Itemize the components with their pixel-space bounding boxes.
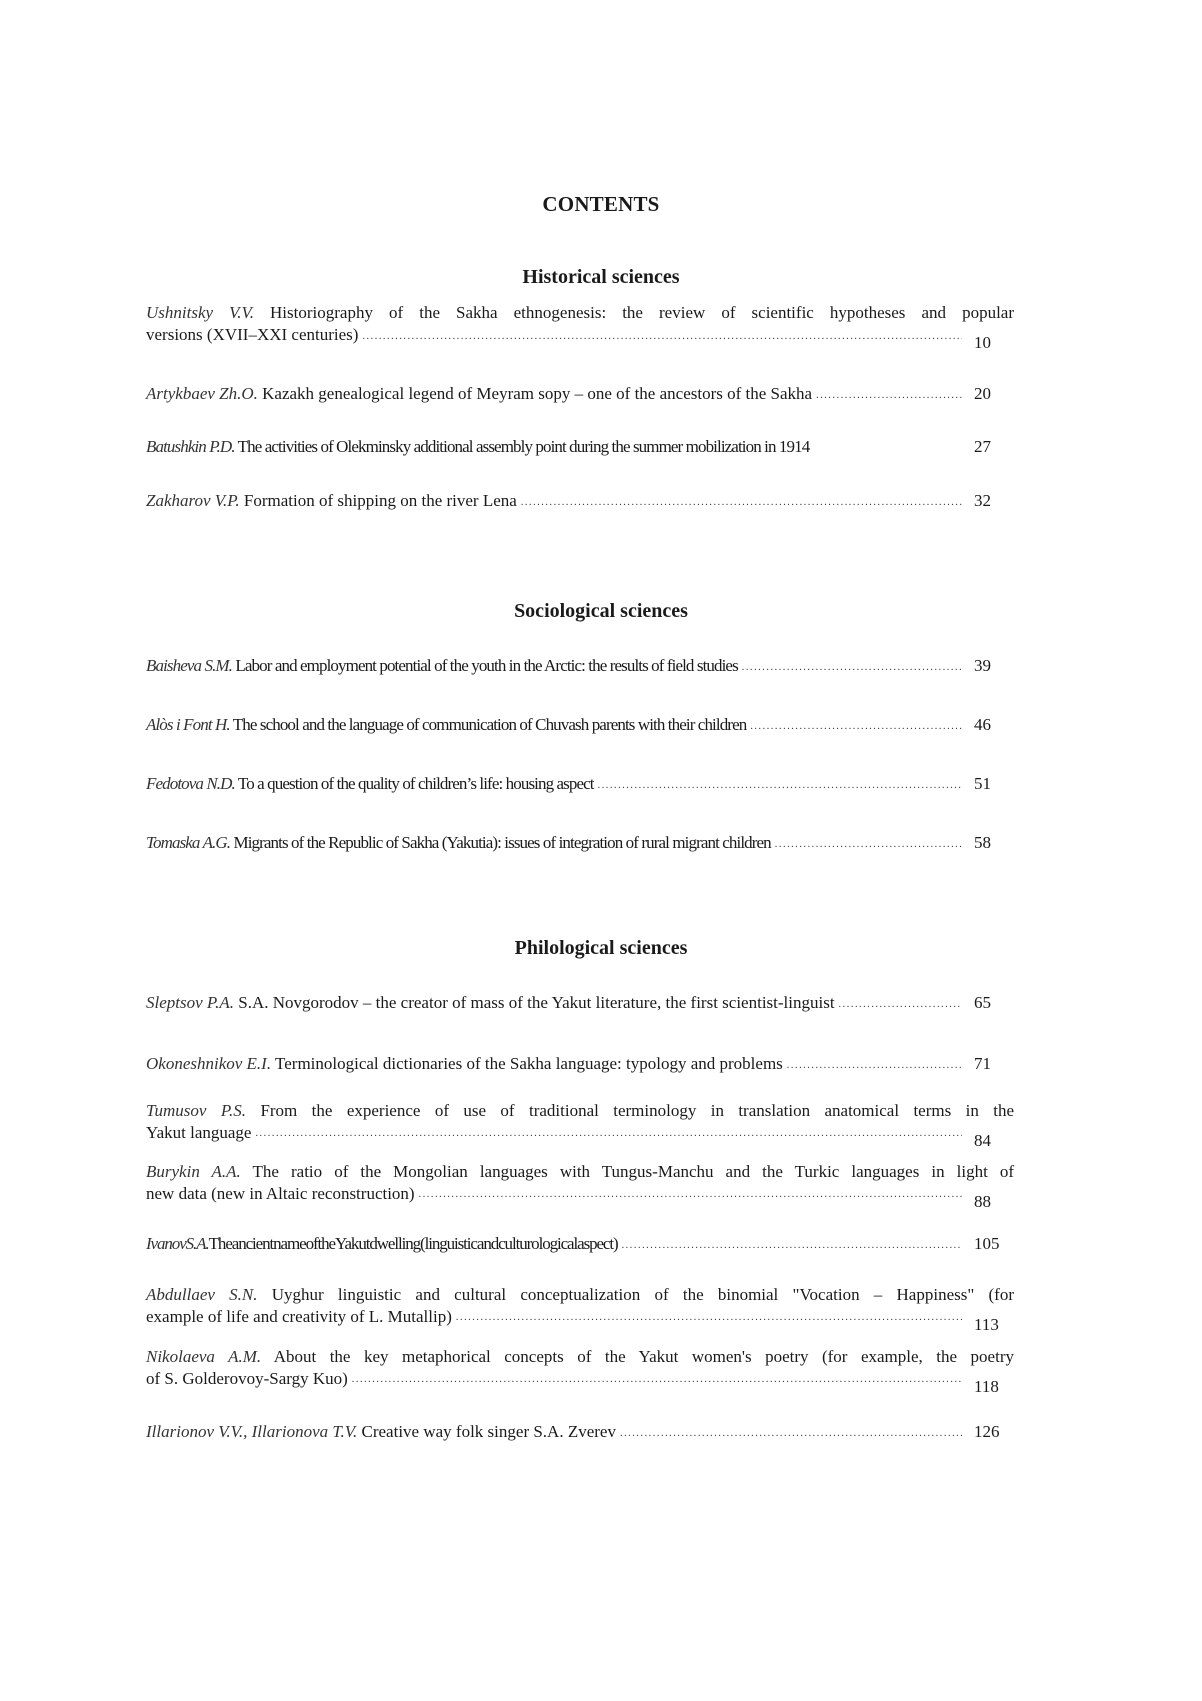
toc-entry[interactable] xyxy=(146,655,1014,677)
entry-author: Baisheva S.M. xyxy=(146,656,233,675)
entry-title-continued: Yakut language xyxy=(146,1123,252,1142)
entry-page-number: 113 xyxy=(974,1315,999,1334)
entry-first-line xyxy=(146,1347,1014,1367)
entry-author: Burykin A.A. xyxy=(146,1162,241,1181)
dot-leader xyxy=(775,832,962,854)
entry-title-continued: versions (XVII–XXI centuries) xyxy=(146,325,359,344)
dot-leader xyxy=(742,655,962,677)
entry-title-continued: new data (new in Altaic reconstruction) xyxy=(146,1184,415,1203)
entry-title: Formation of shipping on the river Lena xyxy=(243,491,517,510)
entry-title-continued: example of life and creativity of L. Mutallip) xyxy=(146,1307,452,1326)
entry-title: The school and the language of communication of Chuvash parents with their children xyxy=(232,715,747,734)
entry-title: TheancientnameoftheYakutdwelling(linguisticandculturologicalaspect) xyxy=(208,1234,618,1253)
entry-first-line xyxy=(146,1285,1014,1305)
toc-entry[interactable] xyxy=(146,773,1014,795)
dot-leader xyxy=(362,324,962,346)
entry-page-number: 88 xyxy=(974,1192,991,1211)
entry-page-number: 51 xyxy=(974,774,991,793)
entry-author: Fedotova N.D. xyxy=(146,774,235,793)
dot-leader xyxy=(598,773,962,795)
toc-entry[interactable] xyxy=(146,1053,1014,1075)
entry-author: Tomaska A.G. xyxy=(146,833,231,852)
entry-title: From the experience of use of traditional terminology in translation anatomical terms in the xyxy=(260,1101,1014,1120)
dot-leader xyxy=(750,714,962,736)
section-heading-philological: Philological sciences xyxy=(514,937,688,959)
section-heading-historical: Historical sciences xyxy=(522,266,680,288)
entry-page-number: 32 xyxy=(974,491,991,510)
entry-author: Abdullaev S.N. xyxy=(146,1285,258,1304)
toc-entry[interactable] xyxy=(146,1162,1014,1211)
dot-leader xyxy=(255,1121,962,1143)
toc-entry[interactable] xyxy=(146,992,1014,1014)
entry-author: Artykbaev Zh.O. xyxy=(146,384,258,403)
entry-author: Batushkin P.D. xyxy=(146,437,235,456)
entry-page-number: 46 xyxy=(974,715,991,734)
toc-entry[interactable] xyxy=(146,714,1014,736)
toc-entry[interactable] xyxy=(146,1285,1015,1334)
entry-author: Tumusov P.S. xyxy=(146,1101,247,1120)
dot-leader xyxy=(521,490,962,512)
section-heading-sociological: Sociological sciences xyxy=(514,600,688,622)
dot-leader xyxy=(620,1421,962,1443)
entry-title: The activities of Olekminsky additional assembly point during the summer mobilization in 1914 xyxy=(237,437,810,456)
entry-title: Uyghur linguistic and cultural conceptualization of the binomial "Vocation – Happiness" (for xyxy=(271,1285,1015,1304)
entry-author: Nikolaeva A.M. xyxy=(146,1347,262,1366)
entry-title: About the key metaphorical concepts of the Yakut women's poetry (for example, the poetry xyxy=(273,1347,1014,1366)
dot-leader xyxy=(456,1305,962,1327)
entry-author: Sleptsov P.A. xyxy=(146,993,234,1012)
toc-entry[interactable] xyxy=(146,1101,1014,1150)
entry-title-continued: of S. Golderovoy-Sargy Kuo) xyxy=(146,1369,348,1388)
entry-page-number: 58 xyxy=(974,833,991,852)
entry-title: Kazakh genealogical legend of Meyram sopy – one of the ancestors of the Sakha xyxy=(262,384,813,403)
dot-leader xyxy=(816,383,962,405)
entry-author: IvanovS.A. xyxy=(146,1234,209,1253)
entry-author: Illarionov V.V., Illarionova T.V. xyxy=(146,1422,358,1441)
toc-entry[interactable] xyxy=(146,490,1014,512)
page-title: CONTENTS xyxy=(542,192,660,216)
entry-title: To a question of the quality of children’s life: housing aspect xyxy=(237,774,594,793)
dot-leader xyxy=(352,1367,962,1389)
toc-entry[interactable] xyxy=(146,832,1014,854)
dot-leader xyxy=(419,1182,962,1204)
entry-page-number: 39 xyxy=(974,656,991,675)
entry-page-number: 105 xyxy=(974,1234,1000,1253)
entry-first-line xyxy=(146,1162,1014,1182)
entry-title: Terminological dictionaries of the Sakha language: typology and problems xyxy=(275,1054,783,1073)
toc-entry[interactable] xyxy=(146,1347,1014,1396)
entry-title: The ratio of the Mongolian languages with Tungus-Manchu and the Turkic languages in light of xyxy=(252,1162,1014,1181)
entry-author: Okoneshnikov E.I. xyxy=(146,1054,272,1073)
toc-entry[interactable] xyxy=(146,1233,1014,1255)
dot-leader xyxy=(839,992,962,1014)
entry-title: S.A. Novgorodov – the creator of mass of the Yakut literature, the first scientist-linguist xyxy=(238,993,835,1012)
toc-entry[interactable] xyxy=(146,383,1014,405)
entry-title: Labor and employment potential of the youth in the Arctic: the results of field studies xyxy=(235,656,738,675)
entry-title: Historiography of the Sakha ethnogenesis: the review of scientific hypotheses and popular xyxy=(270,303,1014,322)
entry-page-number: 10 xyxy=(974,333,991,352)
entry-page-number: 27 xyxy=(974,437,991,456)
entry-page-number: 20 xyxy=(974,384,991,403)
entry-page-number: 71 xyxy=(974,1054,991,1073)
entry-first-line xyxy=(146,302,1014,324)
entry-title: Creative way folk singer S.A. Zverev xyxy=(361,1422,616,1441)
entry-page-number: 84 xyxy=(974,1131,991,1150)
entry-first-line xyxy=(146,1101,1014,1121)
toc-entry[interactable] xyxy=(146,1421,1014,1443)
entry-title: Migrants of the Republic of Sakha (Yakutia): issues of integration of rural migrant children xyxy=(233,833,771,852)
toc-entry[interactable] xyxy=(146,302,1014,352)
toc-entry[interactable] xyxy=(146,436,1014,458)
entry-page-number: 126 xyxy=(974,1422,1000,1441)
entry-author: Zakharov V.P. xyxy=(146,491,240,510)
entry-author: Alòs i Font H. xyxy=(146,715,230,734)
entry-page-number: 118 xyxy=(974,1377,999,1396)
dot-leader xyxy=(622,1233,962,1255)
entry-page-number: 65 xyxy=(974,993,991,1012)
dot-leader xyxy=(787,1053,962,1075)
entry-author: Ushnitsky V.V. xyxy=(146,303,254,322)
